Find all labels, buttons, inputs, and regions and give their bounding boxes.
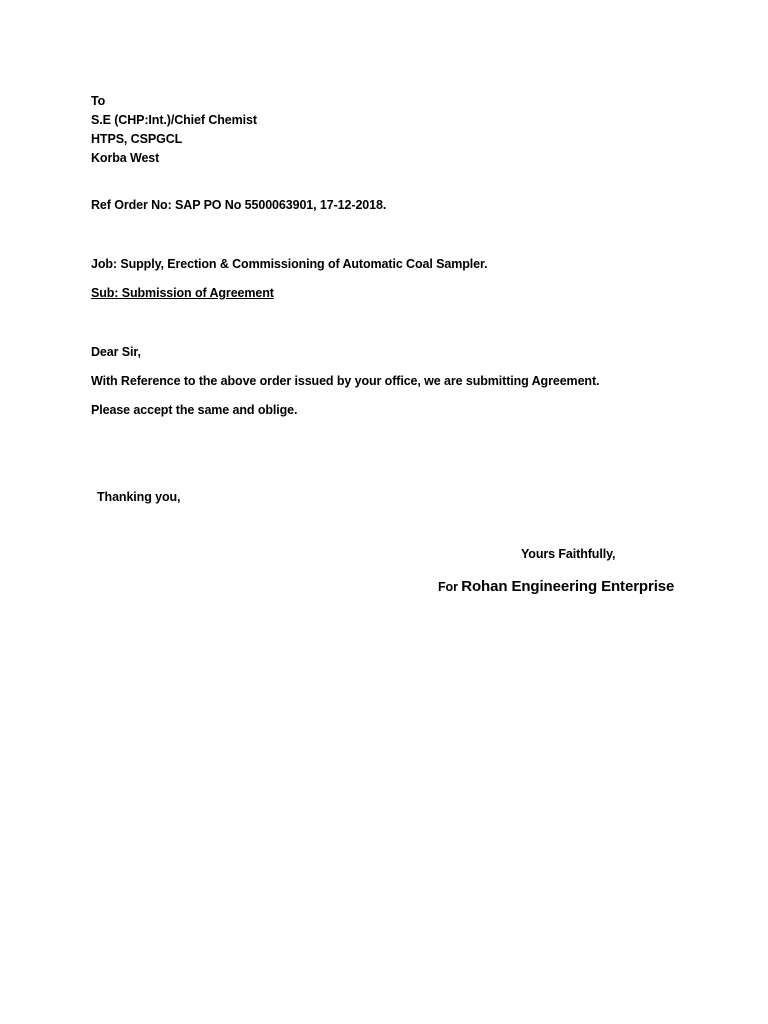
address-designation: S.E (CHP:Int.)/Chief Chemist xyxy=(91,113,257,127)
signature-block xyxy=(438,577,674,597)
body-paragraph-1: With Reference to the above order issued by your office, we are submitting Agreement. xyxy=(91,374,600,388)
reference-line: Ref Order No: SAP PO No 5500063901, 17-12-2018. xyxy=(91,198,387,212)
signature-for-prefix: For xyxy=(438,580,458,594)
salutation: Dear Sir, xyxy=(91,345,141,359)
address-organization: HTPS, CSPGCL xyxy=(91,132,183,146)
thanking-line: Thanking you, xyxy=(97,490,181,504)
address-location: Korba West xyxy=(91,151,160,165)
address-to: To xyxy=(91,94,106,108)
job-line: Job: Supply, Erection & Commissioning of Automatic Coal Sampler. xyxy=(91,257,488,271)
yours-faithfully: Yours Faithfully, xyxy=(521,547,616,561)
subject-line: Sub: Submission of Agreement xyxy=(91,286,274,300)
company-name: Rohan Engineering Enterprise xyxy=(461,578,675,595)
body-paragraph-2: Please accept the same and oblige. xyxy=(91,403,298,417)
